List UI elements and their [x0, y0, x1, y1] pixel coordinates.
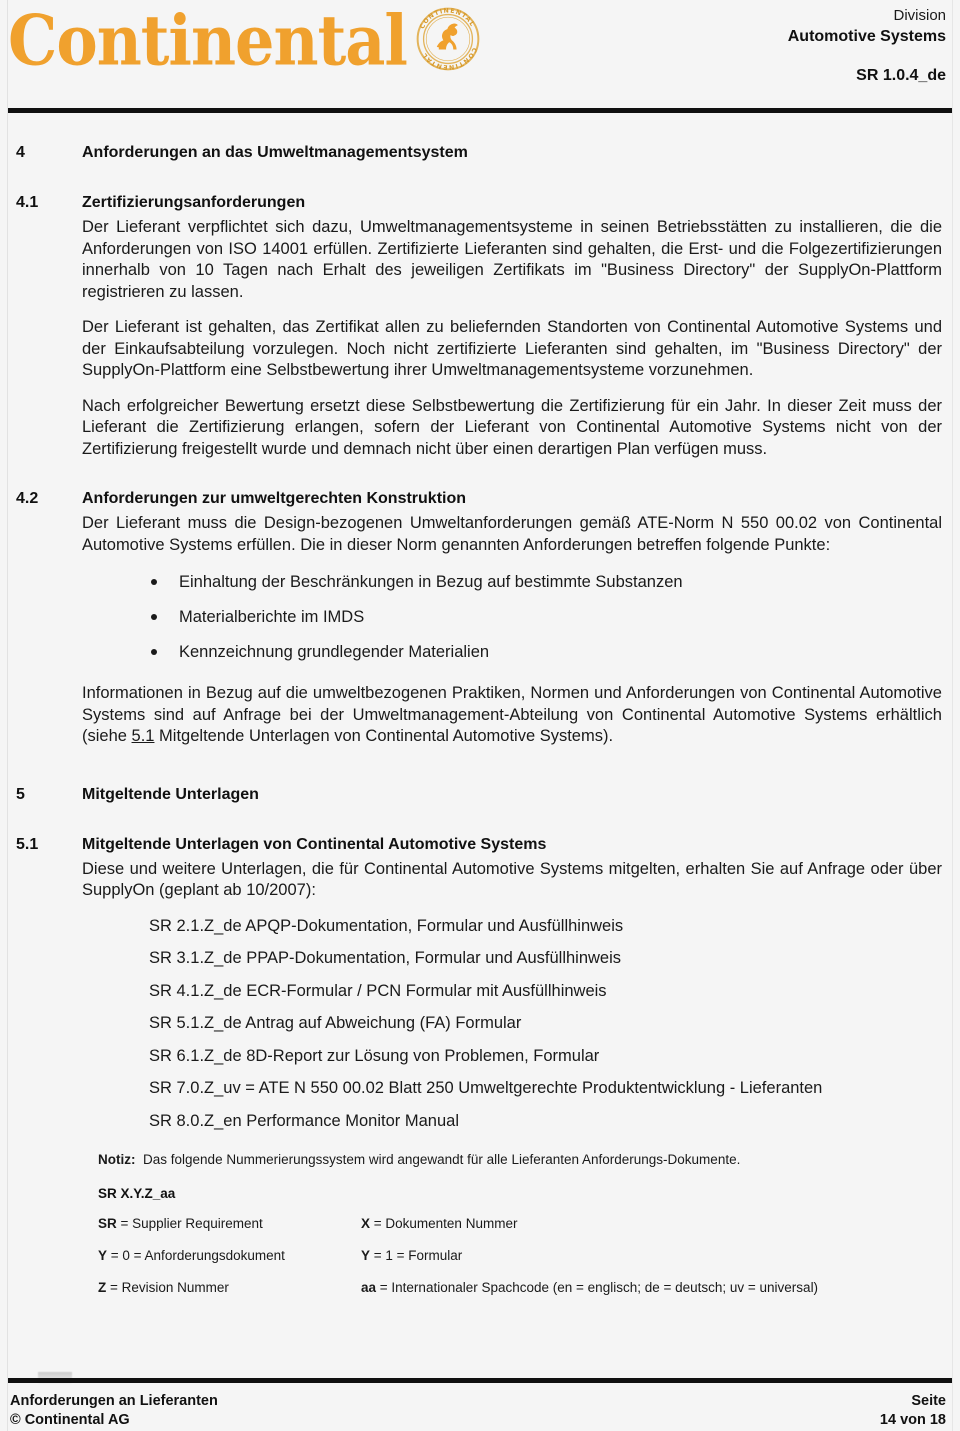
- referenced-documents-list: [16, 910, 946, 1138]
- document-body: [0, 126, 960, 1311]
- division-name: Automotive Systems: [787, 28, 946, 45]
- horse-emblem-icon: [415, 6, 481, 77]
- heading-section-5-1: [16, 834, 946, 856]
- document-id: SR 1.0.4_de: [856, 67, 946, 84]
- division-label: Division: [893, 7, 946, 24]
- footer-document-title: Anforderungen an Lieferanten: [10, 1393, 218, 1409]
- page-footer: [10, 1392, 946, 1430]
- legend-cell-left: [98, 1279, 361, 1297]
- section-title: Zertifizierungsanforderungen: [82, 194, 306, 211]
- list-item: SR 3.1.Z_de PPAP-Dokumentation, Formular und Ausfüllhinweis: [149, 949, 622, 967]
- paragraph: Der Lieferant ist gehalten, das Zertifikat allen zu beliefernden Standorten von Continental Automotive Systems und der Einkaufsabteilung vorzulegen. Noch nicht zertifizierte Lieferanten sind gehalten, im "Business Directory" der SupplyOn-Plattform eine Selbstbewertung ihrer Umweltmanagementsysteme vorzunehmen.: [82, 318, 942, 379]
- footer-left: [10, 1392, 218, 1430]
- list-item: SR 4.1.Z_de ECR-Formular / PCN Formular mit Ausfüllhinweis: [149, 981, 607, 1000]
- section-number: 4.1: [16, 194, 39, 211]
- legend-symbol: aa: [361, 1280, 377, 1295]
- bullet-icon: [151, 614, 157, 620]
- heading-section-4-1: [16, 192, 946, 214]
- numbering-schema: SR X.Y.Z_aa: [98, 1186, 176, 1201]
- svg-text:CONTINENTAL: CONTINENTAL: [418, 7, 477, 31]
- cross-reference-link[interactable]: 5.1: [131, 727, 155, 745]
- numbering-legend-table: [98, 1215, 888, 1297]
- footer-page-number: 14 von 18: [879, 1412, 946, 1428]
- list-item: [179, 642, 946, 677]
- legend-definition: = 1 = Formular: [370, 1248, 463, 1263]
- bullet-icon: [151, 579, 157, 585]
- legend-cell-right: [361, 1279, 888, 1297]
- legend-cell-left: [98, 1247, 361, 1265]
- list-item-label: Materialberichte im IMDS: [179, 608, 365, 626]
- section-title: Anforderungen an das Umweltmanagementsystem: [82, 144, 468, 161]
- legend-definition: = Internationaler Spachcode (en = englisch; de = deutsch; uv = universal): [376, 1280, 819, 1295]
- legend-row: [98, 1279, 888, 1297]
- list-item: SR 7.0.Z_uv = ATE N 550 00.02 Blatt 250 Umweltgerechte Produktentwicklung - Lieferanten: [149, 1079, 823, 1097]
- requirements-bullet-list: [16, 572, 946, 677]
- section-title: Mitgeltende Unterlagen: [82, 785, 259, 803]
- legend-cell-right: [361, 1215, 888, 1233]
- list-item-label: Kennzeichnung grundlegender Materialien: [179, 643, 490, 661]
- legend-symbol: Y: [361, 1248, 371, 1263]
- legend-definition: = 0 = Anforderungsdokument: [107, 1248, 285, 1263]
- legend-cell-right: [361, 1247, 888, 1265]
- legend-definition: = Dokumenten Nummer: [370, 1216, 518, 1231]
- section-number: 4: [16, 144, 25, 161]
- note-text: Das folgende Nummerierungssystem wird angewandt für alle Lieferanten Anforderungs-Dokumente.: [143, 1152, 741, 1167]
- legend-symbol: Y: [98, 1248, 108, 1263]
- svg-text:CONTINENTAL: CONTINENTAL: [420, 46, 478, 71]
- list-item: [179, 607, 946, 642]
- paragraph: Der Lieferant muss die Design-bezogenen Umweltanforderungen gemäß ATE-Norm N 550 00.02 von Continental Automotive Systems erfüllen. Die in dieser Norm genannten Anforderungen betreffen folgende Punkte:: [82, 514, 942, 554]
- legend-row: [98, 1247, 888, 1265]
- legend-row: [98, 1215, 888, 1233]
- list-item: SR 8.0.Z_en Performance Monitor Manual: [149, 1111, 459, 1130]
- section-title: Anforderungen zur umweltgerechten Konstruktion: [82, 490, 467, 507]
- paragraph: Der Lieferant verpflichtet sich dazu, Umweltmanagementsysteme in seinen Betriebsstätten zu installieren, die die Anforderungen von ISO 14001 erfüllen. Zertifizierte Lieferanten sind gehalten, die Erst- und die Folgezertifizierungen innerhalb von 10 Tagen nach Erhalt des jeweiligen Zertifikats im "Business Directory" der SupplyOn-Plattform registrieren zu lassen.: [82, 218, 942, 301]
- footer-page-label: Seite: [911, 1393, 946, 1409]
- header-divider: [8, 108, 952, 113]
- list-item: SR 5.1.Z_de Antrag auf Abweichung (FA) Formular: [149, 1014, 522, 1032]
- heading-section-4-2: [16, 488, 946, 510]
- list-item-label: Einhaltung der Beschränkungen in Bezug auf bestimmte Substanzen: [179, 573, 683, 591]
- legend-symbol: SR: [98, 1216, 117, 1231]
- legend-symbol: X: [361, 1216, 371, 1231]
- bullet-icon: [151, 649, 157, 655]
- heading-section-5: [16, 784, 946, 806]
- list-item: SR 6.1.Z_de 8D-Report zur Lösung von Problemen, Formular: [149, 1046, 600, 1065]
- footer-divider: [8, 1378, 952, 1383]
- section-number: 5: [16, 785, 25, 803]
- heading-section-4: [16, 142, 946, 164]
- legend-symbol: Z: [98, 1280, 107, 1295]
- legend-definition: = Supplier Requirement: [116, 1216, 263, 1231]
- footer-right: [880, 1392, 946, 1430]
- footer-copyright: © Continental AG: [10, 1412, 130, 1428]
- paragraph-with-crossref: [82, 683, 946, 748]
- section-title: Mitgeltende Unterlagen von Continental Automotive Systems: [82, 835, 547, 853]
- list-item: [179, 572, 946, 607]
- legend-definition: = Revision Nummer: [106, 1280, 229, 1295]
- list-item: SR 2.1.Z_de APQP-Dokumentation, Formular und Ausfüllhinweis: [149, 916, 624, 935]
- continental-logo: [8, 0, 481, 81]
- paragraph-text-before-xref: Informationen in Bezug auf die umweltbezogenen Praktiken, Normen und Anforderungen von Continental Automotive Systems sind auf Anfrage bei der Umweltmanagement-Abteilung von Continental Automotive Systems erhältlich (siehe: [82, 684, 942, 745]
- paragraph: Diese und weitere Unterlagen, die für Continental Automotive Systems mitgelten, erhalten Sie auf Anfrage oder über SupplyOn (geplant ab 10/2007):: [82, 859, 942, 899]
- section-number: 5.1: [16, 835, 39, 853]
- header-document-info: [788, 6, 946, 85]
- section-number: 4.2: [16, 490, 39, 507]
- note-block: [98, 1151, 946, 1169]
- legend-cell-left: [98, 1215, 361, 1233]
- logo-wordmark: Continental: [8, 0, 407, 81]
- page-header: [0, 0, 960, 104]
- note-label: Notiz:: [98, 1152, 136, 1167]
- paragraph-text-after-xref: Mitgeltende Unterlagen von Continental Automotive Systems).: [154, 727, 614, 745]
- paragraph: Nach erfolgreicher Bewertung ersetzt diese Selbstbewertung die Zertifizierung für ein Jahr. In dieser Zeit muss der Lieferant die Zertifizierung erlangen, sofern der Lieferant von Continental Automotive Systems nicht von der Zertifizierung freigestellt wurde und demnach nicht über einen derartigen Plan verfügen muss.: [82, 396, 942, 458]
